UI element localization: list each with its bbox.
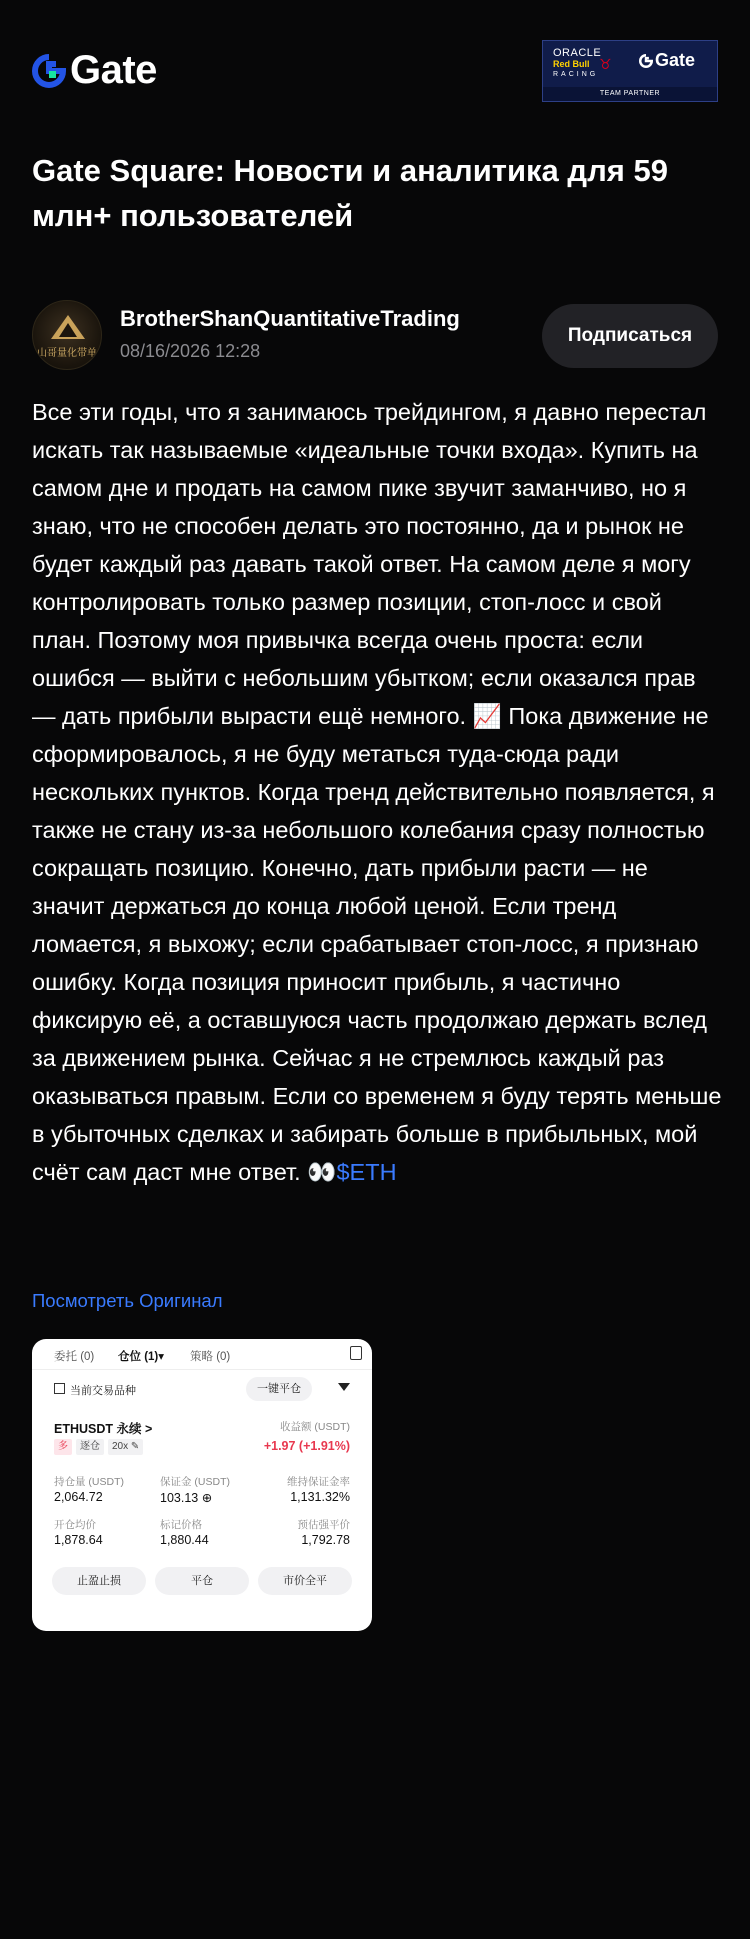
cell-value: 1,131.32% (290, 1490, 350, 1504)
avatar-text: 山哥量化带单 (37, 348, 97, 359)
post-body (32, 393, 722, 1191)
tag-leverage: 20x ✎ (108, 1439, 143, 1455)
pnl-value: +1.97 (+1.91%) (263, 1439, 350, 1453)
bull-icon: ♉ (599, 56, 612, 72)
author-row (32, 300, 718, 368)
cell-label: 保证金 (USDT) (160, 1476, 230, 1488)
close-all-pill: 一键平仓 (246, 1377, 312, 1401)
document-icon (350, 1346, 362, 1360)
pnl-label: 收益额 (USDT) (280, 1421, 350, 1433)
view-original-link[interactable]: Посмотреть Оригинал (32, 1290, 223, 1311)
cell-label: 预估强平价 (297, 1519, 350, 1531)
mountain-inner (59, 323, 77, 337)
partner-badge (542, 40, 718, 102)
cell-value: 1,878.64 (54, 1533, 103, 1547)
cell-label: 维持保证金率 (287, 1476, 350, 1488)
card-buttons (52, 1567, 352, 1595)
cell-label: 开仓均价 (54, 1519, 96, 1531)
cell-value: 2,064.72 (54, 1490, 103, 1504)
partner-line-redbull: Red Bull (553, 59, 590, 69)
tag-long: 多 (54, 1439, 72, 1455)
close-pill: 平仓 (155, 1567, 249, 1595)
logo-text: Gate (70, 48, 157, 92)
card-filter-row (32, 1377, 372, 1403)
ticker-link[interactable]: $ETH (336, 1159, 397, 1185)
post-timestamp: 08/16/2026 12:28 (120, 341, 261, 361)
cell-label: 持仓量 (USDT) (54, 1476, 124, 1488)
checkbox (54, 1383, 65, 1394)
follow-button[interactable]: Подписаться (542, 304, 718, 368)
tab-strategies: 策略 (0) (190, 1351, 231, 1363)
partner-gate (639, 50, 695, 71)
symbol-label: ETHUSDT 永续 > (54, 1422, 153, 1436)
partner-line-oracle: ORACLE (553, 47, 602, 59)
cell-value: 1,880.44 (160, 1533, 209, 1547)
tp-sl-pill: 止盈止损 (52, 1567, 146, 1595)
market-close-pill: 市价全平 (258, 1567, 352, 1595)
partner-gate-text: Gate (655, 50, 696, 70)
tab-orders: 委托 (0) (54, 1351, 95, 1363)
gate-small-icon (639, 54, 653, 68)
cell-value: 103.13 ⊕ (160, 1491, 213, 1505)
partner-line-racing: RACING (553, 71, 599, 78)
gate-logo-icon (32, 54, 66, 88)
tag-isolated: 逐仓 (76, 1439, 104, 1455)
avatar[interactable] (32, 300, 102, 370)
author-name[interactable]: BrotherShanQuantitativeTrading (120, 306, 460, 331)
site-header (32, 40, 718, 102)
post-image[interactable] (32, 1339, 372, 1631)
post-body-text: Все эти годы, что я занимаюсь трейдингом, я давно перестал искать так называемые «идеальные точки входа». Купить на самом дне и продать на самом пике звучит заманчиво, но я знаю, что не способен делать это постоянно, да и рынок не будет каждый раз давать такой ответ. На самом деле я могу контролировать только размер позиции, стоп-лосс и свой план. Поэтому моя привычка всегда очень проста: если ошибся — выйти с небольшим убытком; если оказался прав — дать прибыли вырасти ещё немного. 📈 Пока движение не сформировалось, я не буду метаться туда-сюда ради нескольких пунктов. Когда тренд действительно появляется, я также не стану из-за небольшого колебания сразу полностью сокращать позицию. Конечно, дать прибыли расти — не значит держаться до конца любой ценой. Если тренд ломается, я выхожу; если срабатывает стоп-лосс, я признаю ошибку. Когда позиция приносит прибыль, я частично фиксирую её, а оставшуюся часть продолжаю держать вслед за движением рынка. Сейчас я не стремлюсь каждый раз оказываться правым. Если со временем я буду терять меньше в убыточных сделках и забирать больше в прибыльных, мой счёт сам даст мне ответ. 👀 (32, 399, 722, 1185)
cell-label: 标记价格 (160, 1519, 202, 1531)
cell-value: 1,792.78 (301, 1533, 350, 1547)
card-tabs (32, 1339, 372, 1370)
page-title: Gate Square: Новости и аналитика для 59 млн+ пользователей (32, 153, 668, 233)
filter-icon (338, 1383, 350, 1391)
tab-positions: 仓位 (1)▾ (118, 1351, 165, 1363)
partner-footer: TEAM PARTNER (543, 87, 717, 101)
gate-logo[interactable] (32, 48, 157, 93)
checkbox-label: 当前交易品种 (70, 1385, 136, 1397)
position-tags (54, 1439, 143, 1455)
